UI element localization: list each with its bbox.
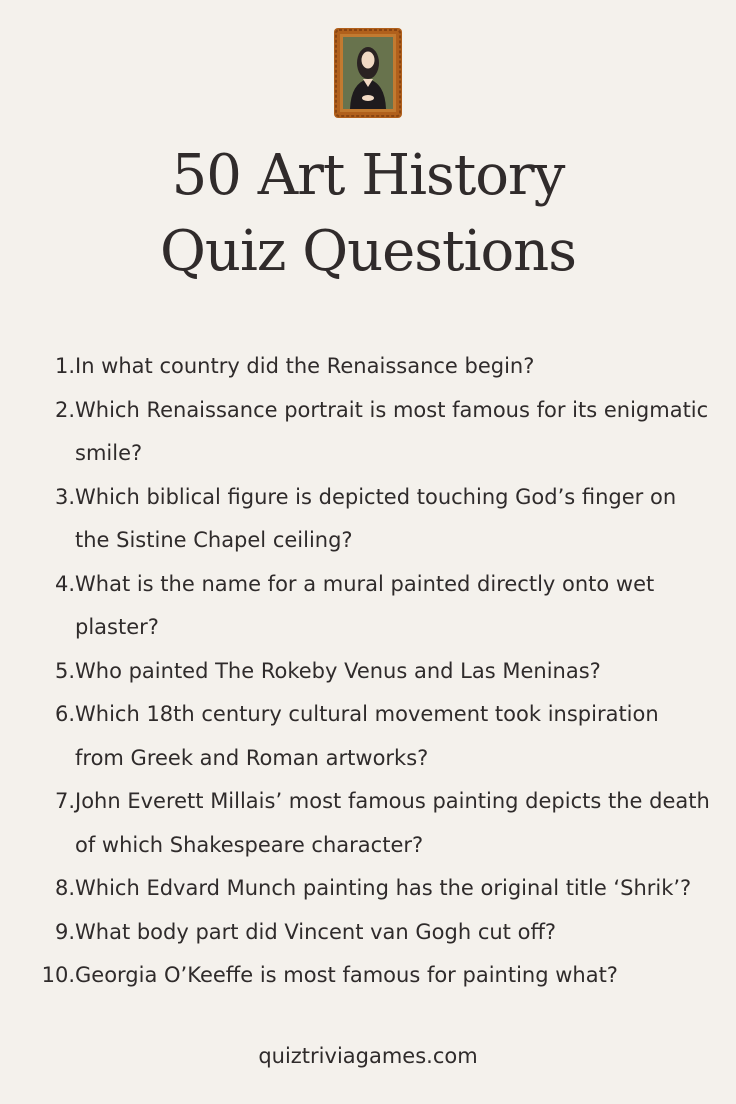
question-item xyxy=(40,389,710,476)
question-number: 10. xyxy=(41,963,75,987)
question-text: Which biblical figure is depicted touching God’s finger on the Sistine Chapel ceiling? xyxy=(75,484,677,552)
question-item xyxy=(40,954,710,998)
question-item xyxy=(40,345,710,389)
question-number: 2. xyxy=(54,397,75,422)
question-item xyxy=(40,563,710,650)
page-title xyxy=(0,138,736,290)
question-number: 6. xyxy=(54,702,75,726)
question-number: 9. xyxy=(54,919,75,944)
question-number: 7. xyxy=(54,789,75,813)
question-text: Which Edvard Munch painting has the original title ‘Shrik’? xyxy=(75,876,692,900)
question-item xyxy=(40,911,710,955)
question-text: Which 18th century cultural movement took inspiration from Greek and Roman artworks? xyxy=(75,702,659,770)
question-list xyxy=(40,345,710,998)
question-text: What body part did Vincent van Gogh cut off? xyxy=(75,919,557,944)
question-text: Who painted The Rokeby Venus and Las Meninas? xyxy=(75,658,601,683)
question-number: 5. xyxy=(54,658,75,683)
question-item xyxy=(40,780,710,867)
footer-website-link[interactable]: quiztriviagames.com xyxy=(258,1044,478,1068)
question-text: What is the name for a mural painted directly onto wet plaster? xyxy=(75,571,655,639)
question-item xyxy=(40,693,710,780)
title-line-1: 50 Art History xyxy=(171,143,565,208)
question-number: 3. xyxy=(54,484,75,509)
question-item xyxy=(40,867,710,911)
question-number: 1. xyxy=(54,354,75,378)
question-number: 4. xyxy=(54,571,75,596)
question-text: Georgia O’Keeffe is most famous for painting what? xyxy=(75,963,618,987)
framed-portrait-icon xyxy=(333,27,403,119)
question-number: 8. xyxy=(54,876,75,900)
question-text: Which Renaissance portrait is most famous for its enigmatic smile? xyxy=(75,397,709,465)
question-item xyxy=(40,650,710,694)
question-text: In what country did the Renaissance begin? xyxy=(75,354,535,378)
question-item xyxy=(40,476,710,563)
title-line-2: Quiz Questions xyxy=(160,219,576,284)
question-text: John Everett Millais’ most famous painting depicts the death of which Shakespeare character? xyxy=(75,789,710,857)
